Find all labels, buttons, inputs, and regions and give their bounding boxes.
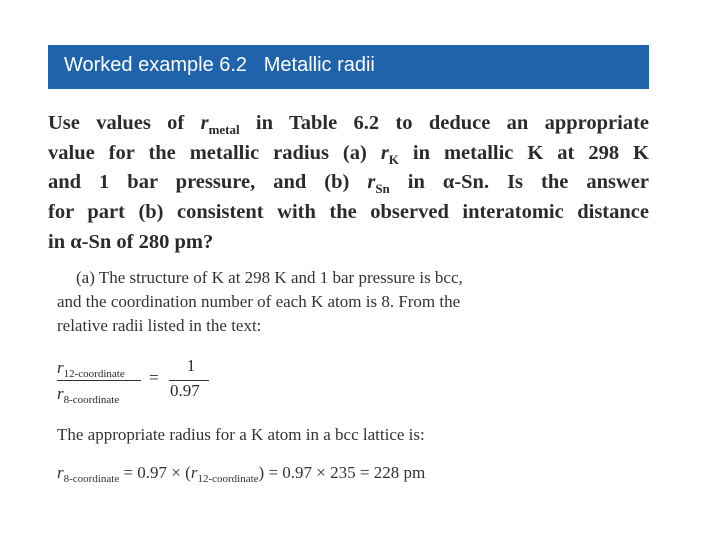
eq-lhs-sub: 8-coordinate bbox=[63, 473, 120, 485]
den-subscript: 8-coordinate bbox=[63, 394, 120, 406]
question-line-2 bbox=[48, 142, 649, 168]
fraction-numerator bbox=[57, 358, 125, 380]
q1-pre: Use values of bbox=[48, 112, 201, 134]
eq-inner-r: r bbox=[190, 463, 198, 482]
rhs-numerator: 1 bbox=[186, 356, 196, 375]
rhs-denominator: 0.97 bbox=[170, 381, 200, 400]
answer-line-3: relative radii listed in the text: bbox=[57, 316, 262, 335]
eq-mid-1: = 0.97 × ( bbox=[119, 463, 191, 482]
q2-sub: K bbox=[388, 152, 399, 167]
radius-ratio-fraction bbox=[57, 356, 217, 406]
q1-sub: metal bbox=[208, 122, 240, 137]
question-line-1 bbox=[48, 112, 649, 138]
question-line-5: in α-Sn of 280 pm? bbox=[48, 231, 214, 253]
q3-r: r bbox=[367, 171, 376, 193]
q3-pre: and 1 bar pressure, and (b) bbox=[48, 171, 368, 193]
q1-r: r bbox=[200, 112, 209, 134]
q2-pre: value for the metallic radius (a) bbox=[48, 142, 381, 164]
q3-sub: Sn bbox=[375, 181, 390, 196]
radius-equation bbox=[57, 463, 425, 485]
num-r-symbol: r bbox=[57, 358, 64, 377]
banner-title: Worked example 6.2 Metallic radii bbox=[64, 54, 375, 76]
eq-lhs-r: r bbox=[57, 463, 64, 482]
answer-line-4: The appropriate radius for a K atom in a bcc lattice is: bbox=[57, 425, 425, 444]
fraction-bar-left bbox=[57, 380, 141, 381]
fraction-equals: = bbox=[149, 368, 159, 387]
answer-line-1: (a) The structure of K at 298 K and 1 bar pressure is bcc, bbox=[76, 268, 463, 287]
answer-line-2: and the coordination number of each K atom is 8. From the bbox=[57, 292, 461, 311]
q2-r: r bbox=[380, 142, 389, 164]
q3-post: in α-Sn. Is the answer bbox=[389, 171, 649, 193]
worked-example-banner bbox=[48, 45, 649, 89]
eq-inner-sub: 12-coordinate bbox=[197, 473, 259, 485]
fraction-denominator bbox=[57, 384, 119, 406]
num-subscript: 12-coordinate bbox=[63, 368, 125, 380]
q1-post: in Table 6.2 to deduce an appropriate bbox=[239, 112, 650, 134]
den-r-symbol: r bbox=[57, 384, 64, 403]
q2-post: in metallic K at 298 K bbox=[398, 142, 649, 164]
question-line-3 bbox=[48, 171, 649, 197]
eq-mid-2: ) = 0.97 × 235 = 228 pm bbox=[258, 463, 426, 482]
question-line-4: for part (b) consistent with the observed interatomic distance bbox=[48, 201, 649, 223]
